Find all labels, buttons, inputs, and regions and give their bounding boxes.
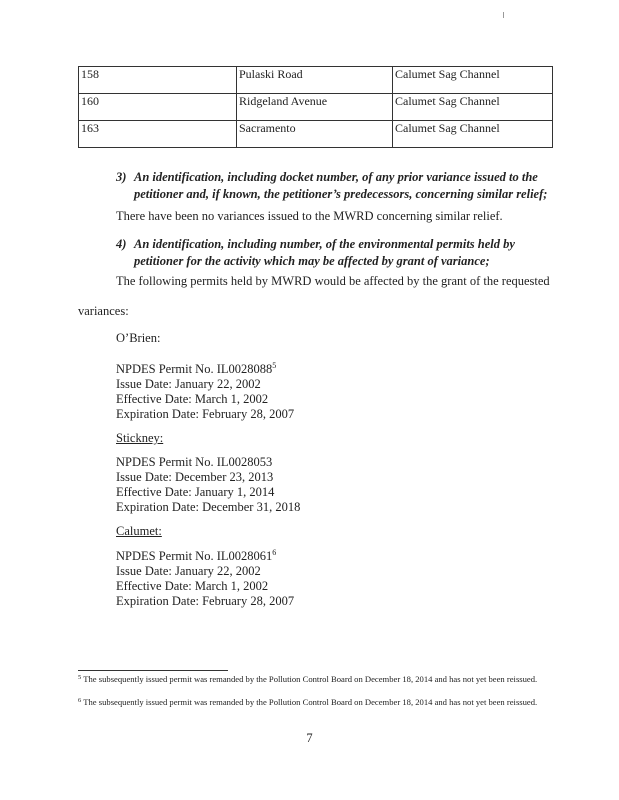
table-row (79, 67, 553, 94)
location-table (78, 66, 553, 148)
effective-date: Effective Date: January 1, 2014 (116, 485, 275, 499)
table-row (79, 94, 553, 121)
cell-road: Sacramento (237, 121, 393, 148)
cell-road: Ridgeland Avenue (237, 94, 393, 121)
footnote-divider (78, 670, 228, 671)
section-4-body-line2: variances: (78, 304, 129, 318)
section-3-heading (116, 169, 547, 203)
effective-date: Effective Date: March 1, 2002 (116, 579, 269, 593)
section-3-body: There have been no variances issued to the MWRD concerning similar relief. (116, 209, 503, 223)
cell-waterway: Calumet Sag Channel (393, 67, 553, 94)
permit-number: NPDES Permit No. IL0028088 (116, 362, 273, 376)
footnote-marker: 5 (78, 674, 82, 681)
section-4-number: 4) (116, 237, 127, 251)
footnote-text: The subsequently issued permit was remanded by the Pollution Control Board on December 18, 2014 and has not yet been reissued. (83, 697, 538, 707)
footnote-5 (78, 674, 552, 685)
section-4-heading-line2: petitioner for the activity which may be affected by grant of variance; (134, 254, 490, 268)
table-row (79, 121, 553, 148)
permit-number: NPDES Permit No. IL0028053 (116, 455, 273, 469)
footnote-ref: 6 (272, 548, 277, 557)
cell-waterway: Calumet Sag Channel (393, 94, 553, 121)
issue-date: Issue Date: January 22, 2002 (116, 377, 261, 391)
expiration-date: Expiration Date: December 31, 2018 (116, 500, 301, 514)
cell-road: Pulaski Road (237, 67, 393, 94)
footnote-text: The subsequently issued permit was remanded by the Pollution Control Board on December 18, 2014 and has not yet been reissued. (83, 674, 538, 684)
section-4-body-line1: The following permits held by MWRD would be affected by the grant of the requested (116, 274, 550, 288)
cell-number: 158 (79, 67, 237, 94)
footnote-marker: 6 (78, 697, 82, 704)
section-4-heading (116, 236, 515, 270)
section-3-heading-line1: An identification, including docket number, of any prior variance issued to the (134, 170, 538, 184)
permit-block-stickney (116, 455, 300, 515)
issue-date: Issue Date: January 22, 2002 (116, 564, 261, 578)
expiration-date: Expiration Date: February 28, 2007 (116, 407, 295, 421)
permit-block-calumet (116, 549, 294, 609)
footnote-6 (78, 697, 552, 708)
permit-block-obrien (116, 362, 294, 422)
expiration-date: Expiration Date: February 28, 2007 (116, 594, 295, 608)
section-3-heading-line2: petitioner and, if known, the petitioner’s predecessors, concerning similar relief; (134, 187, 548, 201)
section-4-heading-line1: An identification, including number, of the environmental permits held by (134, 237, 515, 251)
cell-waterway: Calumet Sag Channel (393, 121, 553, 148)
facility-obrien-label: O’Brien: (116, 331, 161, 345)
effective-date: Effective Date: March 1, 2002 (116, 392, 269, 406)
issue-date: Issue Date: December 23, 2013 (116, 470, 274, 484)
page-number: 7 (306, 731, 313, 745)
section-3-number: 3) (116, 170, 127, 184)
facility-stickney-label: Stickney: (116, 431, 164, 445)
facility-calumet-label: Calumet: (116, 524, 162, 538)
permit-number: NPDES Permit No. IL0028061 (116, 549, 273, 563)
cell-number: 163 (79, 121, 237, 148)
cell-number: 160 (79, 94, 237, 121)
scan-mark (503, 12, 504, 18)
footnote-ref: 5 (272, 361, 277, 370)
